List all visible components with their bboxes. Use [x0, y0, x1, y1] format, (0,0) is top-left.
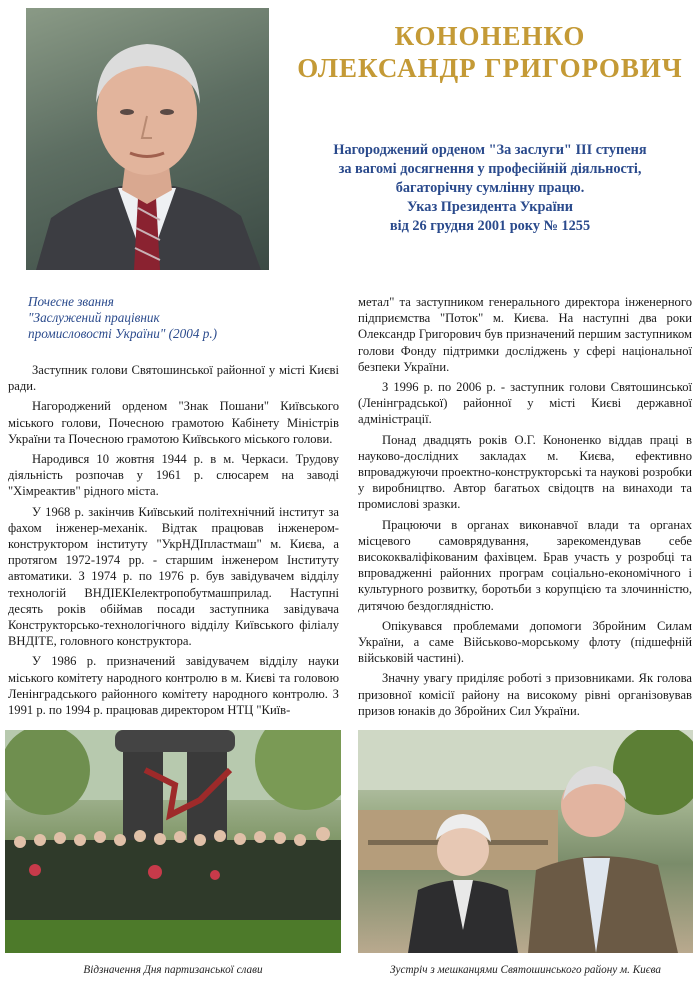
paragraph: Заступник голови Святошинської районної у місті Києві ради.	[8, 363, 339, 394]
honor-line: промисловості України" (2004 р.)	[28, 326, 218, 341]
award-line: від 26 грудня 2001 року № 1255	[389, 218, 591, 234]
residents-meeting-photo	[358, 730, 693, 953]
paragraph: Народився 10 жовтня 1944 р. в м. Черкаси. Трудову діяльність розпочав у 1961 р. слюсарем на заводі "Хімреактив" рідного міста.	[8, 452, 339, 499]
paragraph: Понад двадцять років О.Г. Кононенко віддав праці в науково-дослідних закладах м. Києва, ефективно впроваджуючи проектно-конструкторські та наукові розробки у виробництво. Автор багатьох свідоцтв на винаходи та промислові зразки.	[358, 432, 692, 512]
honorary-title	[28, 294, 328, 342]
award-line: Указ Президента України	[406, 199, 574, 215]
paragraph: Нагороджений орденом "Знак Пошани" Київського міського голови, Почесною грамотою Кабінету Міністрів України та Почесною грамотою Київського міського голови.	[8, 399, 339, 446]
portrait-illustration	[26, 8, 269, 270]
portrait-photo	[26, 8, 269, 270]
honor-line: Почесне звання	[28, 294, 114, 309]
photo-caption: Зустріч з мешканцями Святошинського району м. Києва	[389, 964, 662, 976]
biography-left-column	[8, 362, 339, 722]
paragraph: У 1986 р. призначений завідувачем відділу науки міського комітету народного контролю в м. Києві та головою Ленінградського районного комітету народного контролю. З 1991 р. по 1994 р. працював директором НТЦ "Київ-	[8, 654, 339, 718]
paragraph: Опікувався проблемами допомоги Збройним Силам України, а саме Військово-морському флоту (підшефній військовій частині).	[358, 618, 692, 666]
award-statement	[300, 141, 680, 236]
award-line: багаторічну сумлінну працю.	[395, 180, 585, 196]
surname: КОНОНЕНКО	[394, 21, 586, 51]
award-line: Нагороджений орденом "За заслуги" ІІІ ступеня	[333, 142, 647, 158]
biography-right-column	[358, 294, 692, 723]
honor-line: "Заслужений працівник	[28, 310, 160, 325]
paragraph: У 1968 р. закінчив Київський політехнічний інститут за фахом інженер-механік. Відтак працював інженером-конструктором інституту "УкрНДІпластмаш" м. Києва, а протягом 1972-1974 рр. - старшим інженером Інституту автоматики. З 1974 р. по 1976 р. був завідувачем відділу технологій ВНДІЕКІелектропобутмашприлад. Наступні десять років обіймав посади заступника завідувача Конструкторсько-технологічного відділу Київського філіалу ВНДІТЕ, головного конструктора.	[8, 504, 339, 649]
given-names: ОЛЕКСАНДР ГРИГОРОВИЧ	[297, 53, 683, 83]
paragraph: З 1996 р. по 2006 р. - заступник голови Святошинської (Ленінградської) районної у місті Києві державної адміністрації.	[358, 380, 692, 427]
person-name-title	[290, 20, 690, 84]
paragraph: Значну увагу приділяє роботі з призовниками. Як голова призовної комісії району на високому рівні організовував призов юнаків до Збройних Сил України.	[358, 671, 692, 718]
residents-meeting-illustration	[358, 730, 693, 953]
memorial-group-photo	[5, 730, 341, 953]
paragraph: метал" та заступником генерального директора інженерного підприємства "Поток" м. Києва. На наступні два роки Олександр Григорович був призначений першим заступником голови Фонду підтримки досліджень у сфері національної безпеки України.	[358, 295, 692, 374]
photo-caption: Відзначення Дня партизанської слави	[83, 964, 263, 976]
memorial-group-illustration	[5, 730, 341, 953]
paragraph: Працюючи в органах виконавчої влади та органах місцевого самоврядування, зарекомендував себе висококваліфікованим фахівцем. Брав участь у розробці та впровадженні районних програм соціально-економічного і культурного розвитку, боротьби з корупцією та злочинністю, дитячою бездоглядністю.	[358, 517, 692, 613]
award-line: за вагомі досягнення у професійній діяльності,	[338, 161, 642, 177]
